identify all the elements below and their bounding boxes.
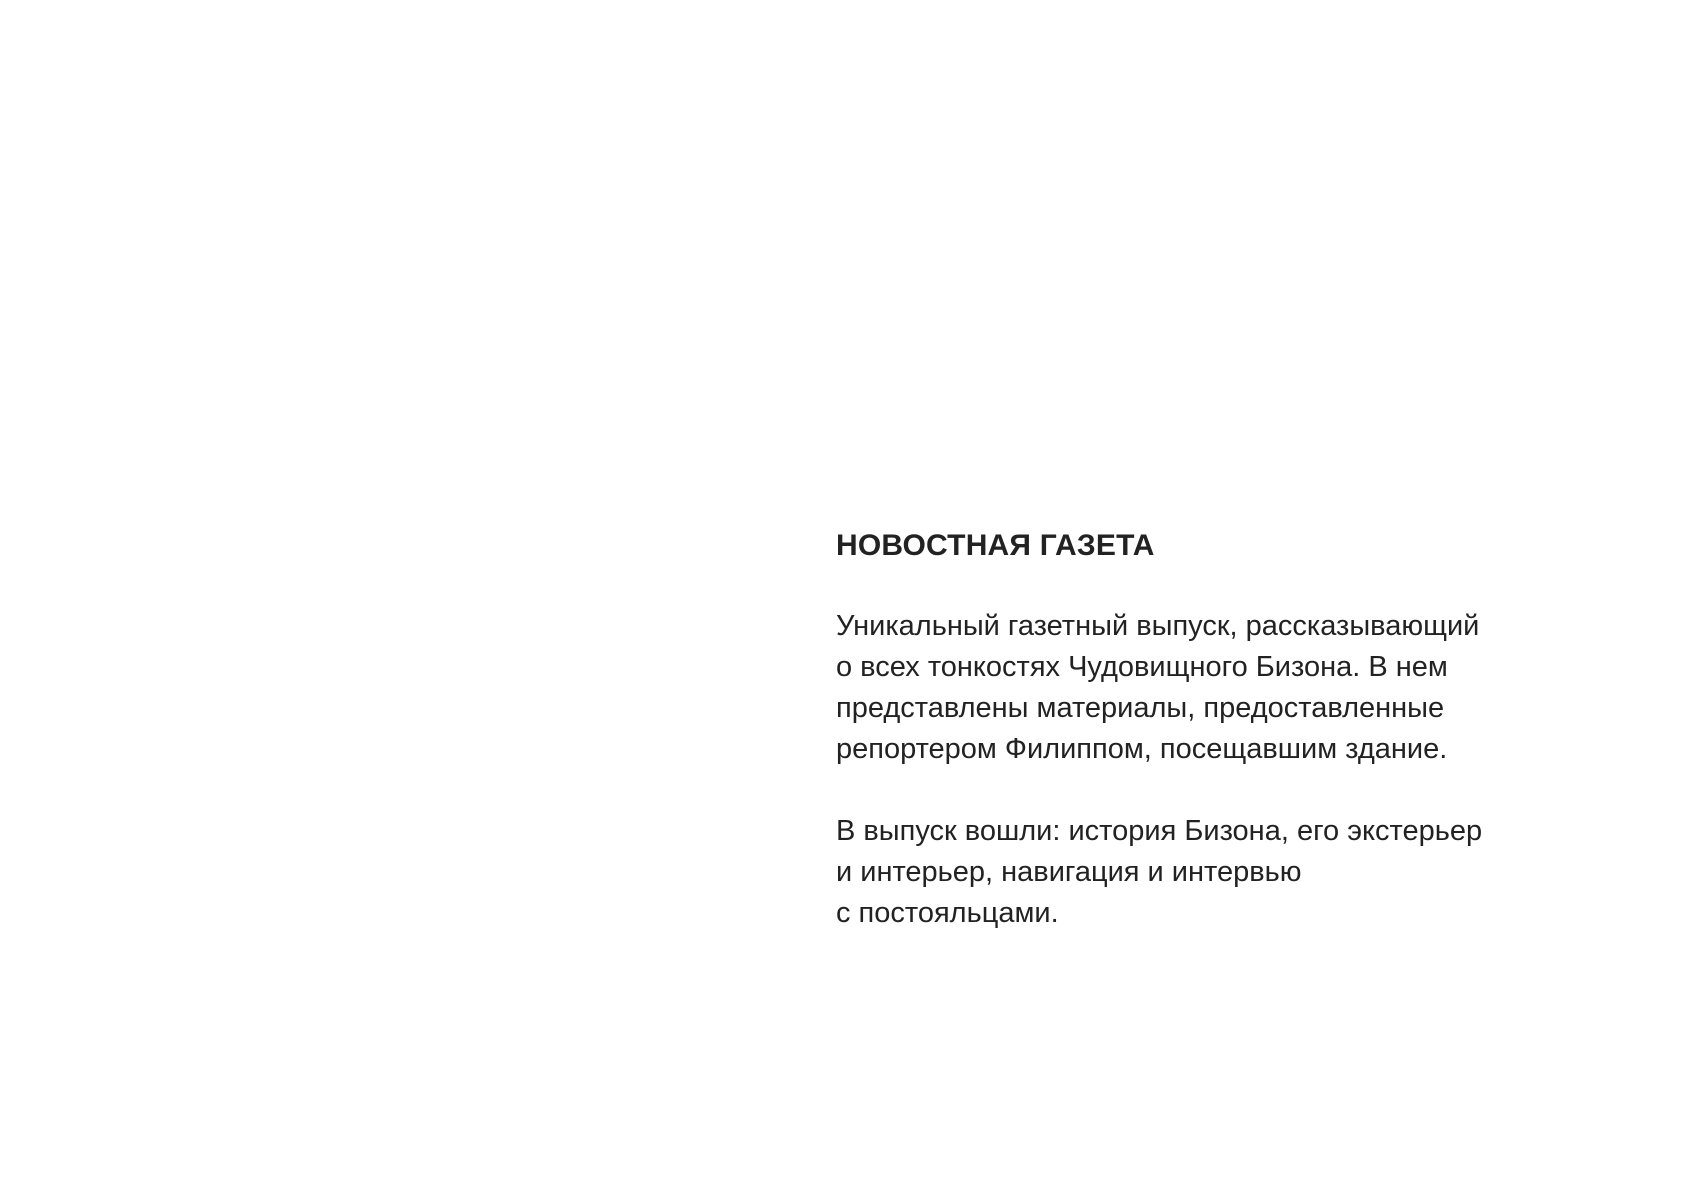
document-heading: НОВОСТНАЯ ГАЗЕТА [836,529,1155,562]
paragraph-line: репортером Филиппом, посещавшим здание. [836,733,1448,765]
paragraph-line: В выпуск вошли: история Бизона, его экстерьер [836,815,1483,847]
contents-paragraph [836,811,1556,934]
paragraph-line: о всех тонкостях Чудовищного Бизона. В нем [836,651,1448,683]
paragraph-line: и интерьер, навигация и интервью [836,856,1302,888]
paragraph-line: Уникальный газетный выпуск, рассказывающий [836,610,1480,642]
paragraph-line: представлены материалы, предоставленные [836,692,1445,724]
paragraph-line: с постояльцами. [836,897,1059,929]
text-block [836,526,1556,934]
description-paragraph [836,606,1556,770]
